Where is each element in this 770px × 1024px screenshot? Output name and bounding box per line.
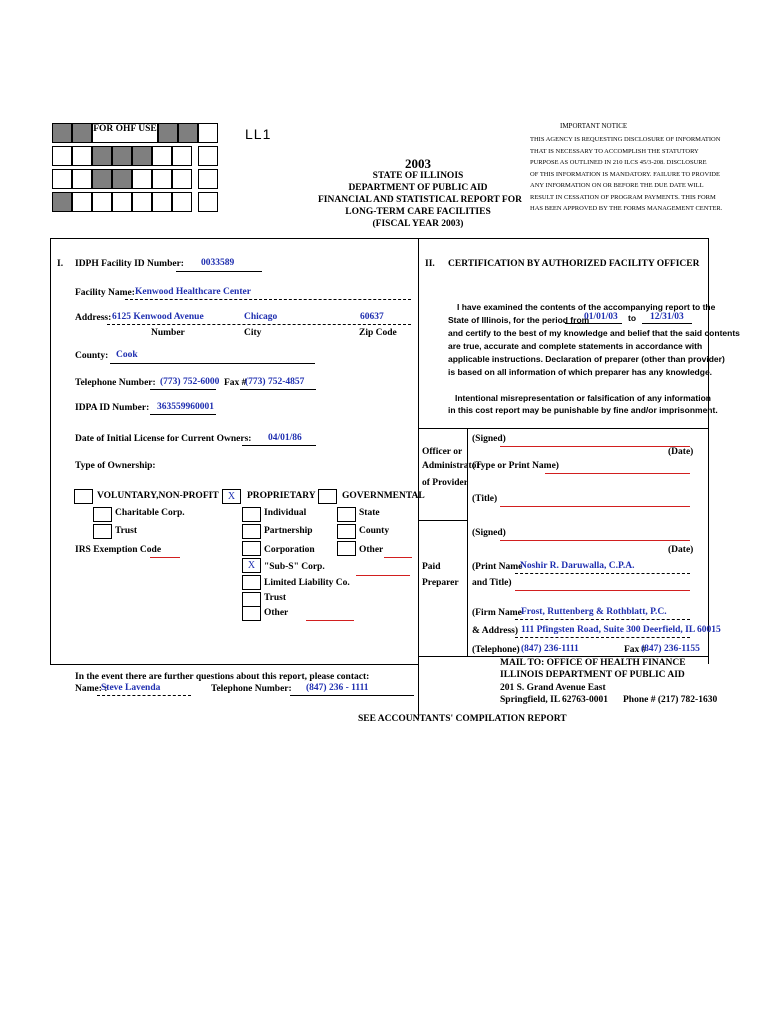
address-underline xyxy=(107,324,411,325)
sub-s-label: "Sub-S" Corp. xyxy=(264,562,325,572)
firm-name-value[interactable]: Frost, Ruttenberg & Rothblatt, P.C. xyxy=(521,607,667,617)
grid-cell xyxy=(132,192,152,212)
llc-checkbox[interactable] xyxy=(242,575,261,590)
officer-title-label: (Title) xyxy=(472,494,498,504)
warning-line-1: Intentional misrepresentation or falsification of any information xyxy=(455,393,711,403)
contact-phone-value[interactable]: (847) 236 - 1111 xyxy=(306,683,369,693)
mail-to-phone: Phone # (217) 782-1630 xyxy=(623,695,718,705)
proprietary-trust-checkbox[interactable] xyxy=(242,592,261,607)
ownership-label: Type of Ownership: xyxy=(75,461,156,471)
report-year: 2003 xyxy=(405,156,431,171)
idph-underline xyxy=(176,271,262,272)
grid-cell xyxy=(198,169,218,189)
section-1-numeral: I. xyxy=(57,259,64,269)
proprietary-label: PROPRIETARY xyxy=(247,491,316,501)
frame-bottom-left xyxy=(50,664,418,665)
officer-label-3: of Provider xyxy=(422,478,468,488)
ohf-use-label: FOR OHF USE xyxy=(92,123,158,143)
state-checkbox[interactable] xyxy=(337,507,356,522)
corporation-checkbox[interactable] xyxy=(242,541,261,556)
contact-phone-label: Telephone Number: xyxy=(211,684,292,694)
governmental-other-field[interactable] xyxy=(384,557,412,558)
header-line-3: FINANCIAL AND STATISTICAL REPORT FOR xyxy=(318,195,522,205)
grid-cell xyxy=(112,146,132,166)
cert-line-1: I have examined the contents of the accompanying report to the xyxy=(457,302,716,312)
preparer-telephone-underline xyxy=(515,656,585,657)
mail-to-line-4: Springfield, IL 62763-0001 xyxy=(500,695,608,705)
officer-date-label: (Date) xyxy=(668,447,694,457)
preparer-telephone-label: (Telephone) xyxy=(472,645,520,655)
grid-cell xyxy=(52,192,72,212)
grid-cell xyxy=(132,169,152,189)
grid-cell xyxy=(52,123,72,143)
governmental-other-checkbox[interactable] xyxy=(337,541,356,556)
individual-checkbox[interactable] xyxy=(242,507,261,522)
frame-divider xyxy=(418,238,419,719)
notice-line: ANY INFORMATION ON OR BEFORE THE DUE DATE WILL xyxy=(530,182,704,189)
print-name-label: (Print Name xyxy=(472,562,523,572)
grid-cell xyxy=(198,192,218,212)
notice-line: HAS BEEN APPROVED BY THE FORMS MANAGEMENT CENTER. xyxy=(530,205,723,212)
frame-left xyxy=(50,238,51,664)
state-label: State xyxy=(359,508,380,518)
officer-label-2: Administrator xyxy=(422,461,481,471)
grid-cell xyxy=(72,169,92,189)
paid-label: Paid xyxy=(422,562,441,572)
irs-exemption-label: IRS Exemption Code xyxy=(75,545,162,555)
partnership-label: Partnership xyxy=(264,526,313,536)
mail-to-line-3: 201 S. Grand Avenue East xyxy=(500,683,606,693)
preparer-label: Preparer xyxy=(422,578,459,588)
county-underline xyxy=(110,363,315,364)
charitable-label: Charitable Corp. xyxy=(115,508,185,518)
period-from-underline xyxy=(565,323,622,324)
officer-label-1: Officer or xyxy=(422,447,463,457)
preparer-title-line[interactable] xyxy=(515,590,690,591)
grid-cell xyxy=(198,146,218,166)
notice-line: THAT IS NECESSARY TO ACCOMPLISH THE STATUTORY xyxy=(530,147,699,155)
charitable-checkbox[interactable] xyxy=(93,507,112,522)
llc-label: Limited Liability Co. xyxy=(264,578,350,588)
preparer-telephone-value[interactable]: (847) 236-1111 xyxy=(521,644,579,654)
preparer-fax-value[interactable]: (847) 236-1155 xyxy=(641,644,700,654)
section-2-title: CERTIFICATION BY AUTHORIZED FACILITY OFFICER xyxy=(448,259,700,269)
trust-checkbox[interactable] xyxy=(93,524,112,539)
notice-line: THIS AGENCY IS REQUESTING DISCLOSURE OF INFORMATION xyxy=(530,136,721,143)
header-line-5: (FISCAL YEAR 2003) xyxy=(372,219,464,229)
firm-name-underline xyxy=(515,619,690,620)
period-from-value[interactable]: 01/01/03 xyxy=(584,312,618,322)
grid-cell xyxy=(158,123,178,143)
grid-cell xyxy=(172,169,192,189)
header-line-2: DEPARTMENT OF PUBLIC AID xyxy=(348,183,488,193)
officer-name-line[interactable] xyxy=(545,473,690,474)
grid-cell xyxy=(112,192,132,212)
contact-name-label: Name: : xyxy=(75,684,108,694)
notice-text xyxy=(530,134,722,215)
trust-label: Trust xyxy=(115,526,137,536)
compilation-report-note: SEE ACCOUNTANTS' COMPILATION REPORT xyxy=(358,714,567,724)
grid-cell xyxy=(72,146,92,166)
frame-top xyxy=(50,238,709,239)
street-value[interactable]: 6125 Kenwood Avenue xyxy=(112,312,204,322)
idpa-underline xyxy=(150,414,216,415)
preparer-name-underline xyxy=(515,573,690,574)
cert-line-6: is based on all information of which preparer has any knowledge. xyxy=(448,367,713,377)
preparer-date-label: (Date) xyxy=(668,545,694,555)
contact-name-value[interactable]: Steve Lavenda xyxy=(101,683,161,693)
telephone-underline xyxy=(150,389,216,390)
grid-cell xyxy=(172,146,192,166)
governmental-label: GOVERNMENTAL xyxy=(342,491,425,501)
officer-signed-label: (Signed) xyxy=(472,434,506,444)
contact-phone-underline xyxy=(290,695,414,696)
proprietary-other-checkbox[interactable] xyxy=(242,606,261,621)
grid-cell xyxy=(92,192,112,212)
idph-value[interactable]: 0033589 xyxy=(201,258,235,268)
officer-type-print-label: (Type or Print Name) xyxy=(472,461,559,471)
preparer-signed-label: (Signed) xyxy=(472,528,506,538)
grid-cell xyxy=(172,192,192,212)
city-value[interactable]: Chicago xyxy=(244,312,278,322)
county-checkbox[interactable] xyxy=(337,524,356,539)
cert-line-4: are true, accurate and complete statements in accordance with xyxy=(448,341,703,351)
partnership-checkbox[interactable] xyxy=(242,524,261,539)
grid-cell xyxy=(52,169,72,189)
preparer-signature-line[interactable] xyxy=(500,540,690,541)
license-underline xyxy=(242,445,316,446)
preparer-fax-label: Fax # xyxy=(624,645,647,655)
facility-name-label: Facility Name: xyxy=(75,288,135,298)
license-date-value[interactable]: 04/01/86 xyxy=(268,433,302,443)
notice-line: RESULT IN CESSATION OF PROGRAM PAYMENTS. THIS FORM xyxy=(530,193,716,201)
telephone-value[interactable]: (773) 752-6000 xyxy=(160,377,220,387)
idph-label: IDPH Facility ID Number: xyxy=(75,259,184,269)
grid-cell xyxy=(92,146,112,166)
facility-name-value[interactable]: Kenwood Healthcare Center xyxy=(135,287,251,297)
header-line-1: STATE OF ILLINOIS xyxy=(372,171,464,181)
contact-instruction: In the event there are further questions about this report, please contact: xyxy=(75,672,370,682)
proprietary-checkbox[interactable]: X xyxy=(222,489,241,504)
telephone-label: Telephone Number: xyxy=(75,378,156,388)
individual-label: Individual xyxy=(264,508,307,518)
voluntary-label: VOLUNTARY,NON-PROFIT xyxy=(97,491,219,501)
license-date-label: Date of Initial License for Current Owners: xyxy=(75,434,252,444)
idpa-value[interactable]: 363559960001 xyxy=(157,402,214,412)
signature-block-top xyxy=(418,428,709,429)
address-label: Address: xyxy=(75,313,112,323)
notice-line: PURPOSE AS OUTLINED IN 210 ILCS 45/3-208. DISCLOSURE xyxy=(530,159,707,166)
firm-name-label: (Firm Name xyxy=(472,608,522,618)
period-to-underline xyxy=(642,323,692,324)
grid-cell xyxy=(52,146,72,166)
contact-name-underline xyxy=(97,695,191,696)
notice-title: IMPORTANT NOTICE xyxy=(560,122,628,130)
section-2-numeral: II. xyxy=(425,259,435,269)
grid-cell xyxy=(152,146,172,166)
zip-caption: Zip Code xyxy=(359,328,397,338)
grid-cell xyxy=(152,192,172,212)
warning-line-2: in this cost report may be punishable by fine and/or imprisonment. xyxy=(448,405,718,415)
period-to-value[interactable]: 12/31/03 xyxy=(650,312,684,322)
grid-cell xyxy=(72,192,92,212)
officer-title-line[interactable] xyxy=(500,506,690,507)
sub-s-field[interactable] xyxy=(356,575,410,576)
firm-address-label: & Address) xyxy=(472,626,519,636)
fax-value[interactable]: (773) 752-4857 xyxy=(245,377,305,387)
officer-preparer-divider xyxy=(418,520,468,521)
cert-line-5: applicable instructions. Declaration of preparer (other than provider) xyxy=(448,354,725,364)
zip-value[interactable]: 60637 xyxy=(360,312,384,322)
grid-cell xyxy=(178,123,198,143)
notice-line: OF THIS INFORMATION IS MANDATORY. FAILURE TO PROVIDE xyxy=(530,170,720,178)
governmental-other-label: Other xyxy=(359,545,384,555)
sub-s-checkbox[interactable]: X xyxy=(242,558,261,573)
grid-cell xyxy=(132,146,152,166)
corporation-label: Corporation xyxy=(264,545,315,555)
firm-address-underline xyxy=(515,637,690,638)
voluntary-checkbox[interactable] xyxy=(74,489,93,504)
proprietary-other-field[interactable] xyxy=(306,620,354,621)
idpa-label: IDPA ID Number: xyxy=(75,403,150,413)
grid-cell xyxy=(198,123,218,143)
grid-cell xyxy=(112,169,132,189)
and-title-label: and Title) xyxy=(472,578,512,588)
county-label: County: xyxy=(75,351,109,361)
grid-cell xyxy=(92,169,112,189)
governmental-checkbox[interactable] xyxy=(318,489,337,504)
officer-signature-line[interactable] xyxy=(500,446,690,447)
mail-to-line-2: ILLINOIS DEPARTMENT OF PUBLIC AID xyxy=(500,670,685,680)
proprietary-trust-label: Trust xyxy=(264,593,286,603)
county-ownership-label: County xyxy=(359,526,390,536)
city-caption: City xyxy=(244,328,262,338)
proprietary-other-label: Other xyxy=(264,608,289,618)
firm-address-value[interactable]: 111 Pfingsten Road, Suite 300 Deerfield, IL 60015 xyxy=(521,625,721,635)
cert-line-3: and certify to the best of my knowledge and belief that the said contents xyxy=(448,328,740,338)
mail-to-line-1: MAIL TO: OFFICE OF HEALTH FINANCE xyxy=(500,658,686,668)
cert-line-2: State of Illinois, for the period from xyxy=(448,315,590,325)
county-value[interactable]: Cook xyxy=(116,350,138,360)
grid-cell xyxy=(152,169,172,189)
fax-label: Fax # xyxy=(224,378,247,388)
preparer-name-value[interactable]: Noshir R. Daruwalla, C.P.A. xyxy=(520,561,635,571)
irs-exemption-field[interactable] xyxy=(150,557,180,558)
period-to-label: to xyxy=(628,313,637,323)
number-caption: Number xyxy=(151,328,185,338)
facility-underline xyxy=(125,299,411,300)
grid-cell xyxy=(72,123,92,143)
form-code: LL1 xyxy=(245,126,272,142)
header-line-4: LONG-TERM CARE FACILITIES xyxy=(345,207,491,217)
fax-underline xyxy=(240,389,316,390)
